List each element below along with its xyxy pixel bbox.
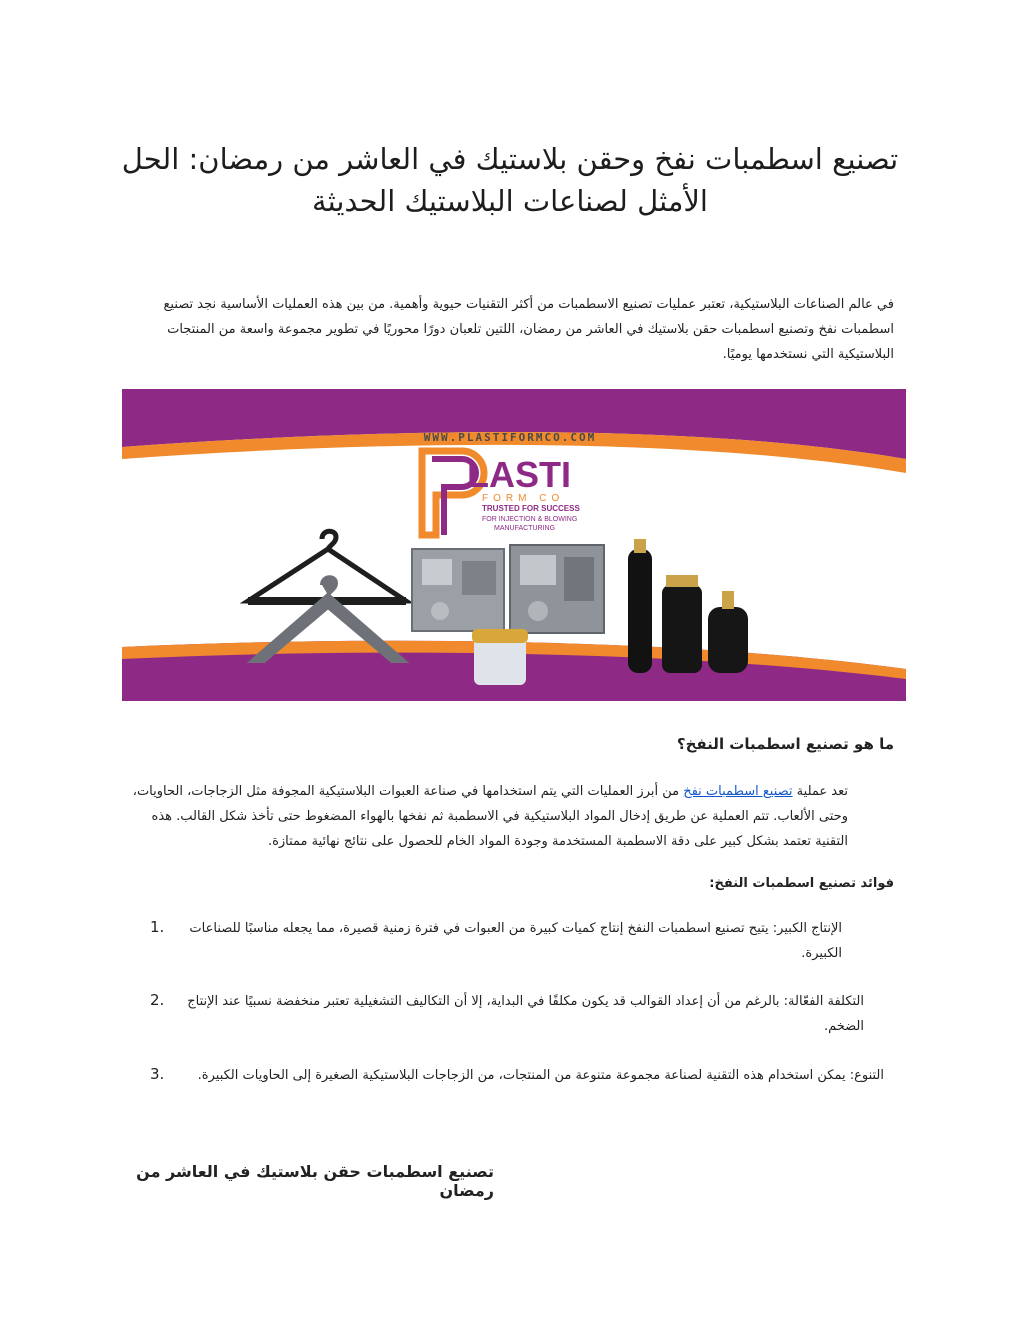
list-item [118, 1063, 894, 1088]
section1-text-after: من أبرز العمليات التي يتم استخدامها في صناعة العبوات البلاستيكية المجوفة مثل الزجاجات، الحاويات، وحتى الألعاب. تتم العملية عن طريق إدخال المواد البلاستيكية في الاسطمبة ثم نفخها بالهواء المضغوط حتى تأخذ شكل القالب. هذه التقنية تعتمد بشكل كبير على دقة الاسطمبة المستخدمة وجودة المواد الخام للحصول على نتائج نهائية ممتازة. [132, 784, 848, 849]
section1-heading: ما هو تصنيع اسطمبات النفخ؟ [676, 735, 894, 753]
list-item-text: الإنتاج الكبير: يتيح تصنيع اسطمبات النفخ إنتاج كميات كبيرة من العبوات في فترة زمنية قصيرة، مما يجعله مناسبًا للصناعات الكبيرة. [189, 921, 842, 961]
mold-images [412, 545, 604, 633]
list-item-number: 3. [150, 1065, 165, 1083]
intro-paragraph: في عالم الصناعات البلاستيكية، تعتبر عمليات تصنيع الاسطمبات من أكثر التقنيات حيوية وأهمية. من بين هذه العمليات الأساسية نجد تصنيع اسطمبات نفخ وتصنيع اسطمبات حقن بلاستيك في العاشر من رمضان، اللتين تلعبان دورًا محوريًا في تطوير مجموعة واسعة من المنتجات البلاستيكية التي نستخدمها يوميًا. [163, 297, 894, 362]
list-item [118, 916, 894, 966]
section1-paragraph [118, 779, 848, 854]
list-item [118, 989, 894, 1039]
plastiform-logo [422, 451, 580, 535]
bottle-images [628, 539, 748, 673]
benefits-heading: فوائد تصنيع اسطمبات النفخ: [709, 876, 894, 891]
banner-graphic [122, 389, 906, 701]
section1-text-before: تعد عملية [792, 784, 848, 799]
list-item-number: 1. [150, 918, 165, 936]
document-title: تصنيع اسطمبات نفخ وحقن بلاستيك في العاشر من رمضان: الحل الأمثل لصناعات البلاستيك الحديثة [121, 142, 899, 218]
logo-brand: LASTI [467, 454, 571, 495]
section2-heading: تصنيع اسطمبات حقن بلاستيك في العاشر من رمضان [136, 1162, 494, 1200]
logo-tagline-3: MANUFACTURING [494, 525, 556, 532]
banner-url: WWW.PLASTIFORMCO.COM [423, 431, 597, 444]
blow-molds-link[interactable]: تصنيع اسطمبات نفخ [683, 784, 793, 799]
logo-brand-sub: FORM CO [482, 493, 565, 504]
logo-tagline-2: FOR INJECTION & BLOWING [482, 516, 578, 523]
jar-image [472, 629, 528, 685]
logo-tagline-1: TRUSTED FOR SUCCESS [482, 504, 580, 513]
list-item-text: التكلفة الفعّالة: بالرغم من أن إعداد القوالب قد يكون مكلفًا في البداية، إلا أن التكاليف التشغيلية تعتبر منخفضة نسبيًا عند الإنتاج الضخم. [187, 994, 864, 1034]
banner-image [122, 389, 906, 701]
list-item-number: 2. [150, 991, 165, 1009]
list-item-text: التنوع: يمكن استخدام هذه التقنية لصناعة مجموعة متنوعة من المنتجات، من الزجاجات البلاستيكية الصغيرة إلى الحاويات الكبيرة. [197, 1068, 884, 1083]
